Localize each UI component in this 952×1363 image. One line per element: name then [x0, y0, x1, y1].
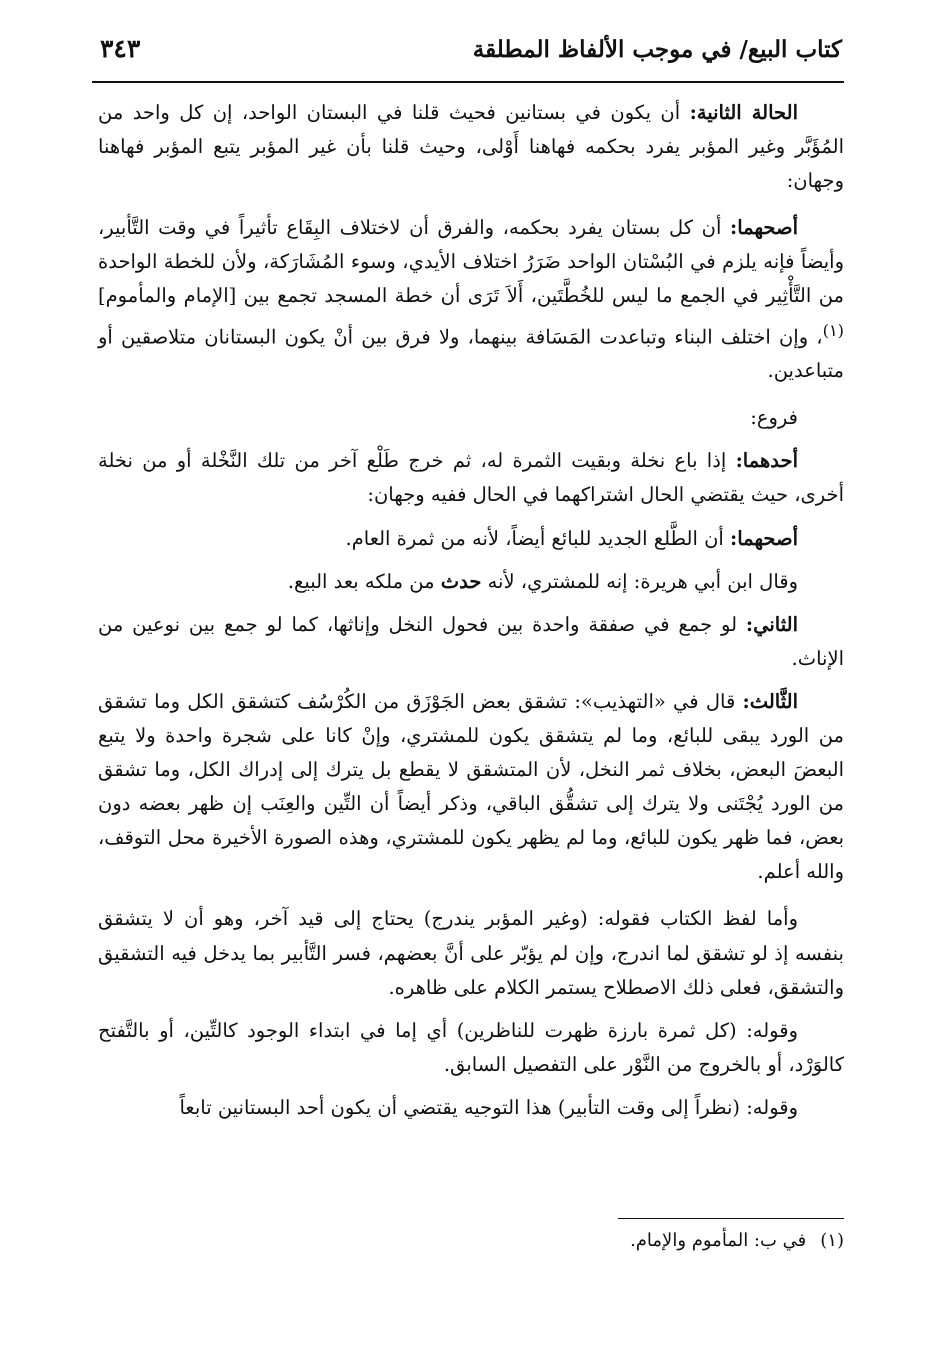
- paragraph-lead: الثَّالث:: [742, 689, 798, 713]
- paragraph-text: أن كل بستان يفرد بحكمه، والفرق أن لاختلاف البِقَاع تأثيراً في وقت التَّأبير، وأيضاً فإنه يلزم في البُسْتان الواحد ضَرَرُ اختلاف الأيدي، وسوء المُشَارَكة، ولأن للخطة الواحدة من التَّأْثِير في الجمع ما ليس للخُطَّتَين، أَلاَ تَرَى أن خطة المسجد تجمع بين [الإمام والمأموم]: [98, 216, 844, 308]
- paragraph: [98, 96, 844, 198]
- paragraph-lead: أصحهما:: [730, 216, 798, 240]
- paragraph: [98, 1014, 844, 1082]
- paragraph: [98, 1091, 844, 1125]
- main-text: [98, 96, 844, 1125]
- paragraph-text: قال في «التهذيب»: تشقق بعض الجَوْزَق من الكُرْسُف كتشقق الكل وما تشقق من الورد يبقى للبائع، وما لم يتشقق يكون للمشتري، وإنْ كانا على شجرة واحدة ولا يتبع البعضَ البعض، بخلاف ثمر النخل، لأن المتشقق لا يقطع بل يترك إلى إدراك الكل، وما تشقق من الورد يُجْتَنى ولا يترك إلى تشقُّق الباقي، وذكر أيضاً أن التِّين والعِنَب إن ظهر بعضه دون بعض، فما ظهر يكون للبائع، وما لم يظهر يكون للمشتري، وهذه الصورة الأخيرة محل التوقف، والله أعلم.: [98, 689, 844, 884]
- running-title: كتاب البيع/ في موجب الألفاظ المطلقة: [472, 36, 842, 63]
- paragraph-text: وقوله: (كل ثمرة بارزة ظهرت للناظرين) أي إما في ابتداء الوجود كالتِّين، أو بالتَّفتح كالوَرْد، أو بالخروج من النَّوْر على التفصيل السابق.: [98, 1018, 844, 1076]
- paragraph-text: إذا باع نخلة وبقيت الثمرة له، ثم خرج طَلْع آخر من تلك النَّخْلة أو من نخلة أخرى، حيث يقتضي الحال اشتراكهما في الحال ففيه وجهان:: [98, 449, 844, 507]
- paragraph: [98, 685, 844, 890]
- footnote-number: (١): [820, 1230, 844, 1251]
- paragraph-text: وأما لفظ الكتاب فقوله: (وغير المؤبر يندرج) يحتاج إلى قيد آخر، وهو أن لا يتشقق بنفسه إذ لو تشقق لما اندرج، وإن لم يؤبّر على أنَّ بعضهم، فسر التَّأبير بما يدخل فيه التشقيق والتشقق، فعلى ذلك الاصطلاح يستمر الكلام على ظاهره.: [98, 907, 844, 999]
- paragraph-text: وقوله: (نظراً إلى وقت التأبير) هذا التوجيه يقتضي أن يكون أحد البستانين تابعاً: [179, 1095, 798, 1119]
- page-header: [92, 30, 842, 78]
- paragraph: [98, 444, 844, 512]
- paragraph-text: أن يكون في بستانين فحيث قلنا في البستان الواحد، إن كل واحد من المُؤَبَّر وغير المؤبر يفرد بحكمه فهاهنا أَوْلى، وحيث قلنا بأن غير المؤبر يتبع المؤبر فهاهنا وجهان:: [98, 101, 844, 193]
- paragraph-lead: أصحهما:: [730, 526, 798, 550]
- paragraph: [98, 608, 844, 676]
- paragraph-text: فروع:: [750, 406, 798, 430]
- paragraph-text: أن الطَّلع الجديد للبائع أيضاً، لأنه من ثمرة العام.: [345, 526, 731, 550]
- paragraph-lead: الحالة الثانية:: [689, 101, 798, 124]
- footnote-text: في ب: المأموم والإمام.: [630, 1230, 807, 1251]
- paragraph: [98, 902, 844, 1004]
- paragraph: [98, 211, 844, 388]
- paragraph-emphasis: حدث: [440, 569, 482, 593]
- header-rule: [92, 81, 844, 83]
- paragraph: [98, 565, 844, 599]
- footnote: [144, 1230, 844, 1251]
- paragraph-text: ، وإن اختلف البناء وتباعدت المَسَافة بينهما، ولا فرق بين أنْ يكون البستانان متلاصقين أو متباعدين.: [98, 325, 844, 383]
- paragraph: [98, 401, 844, 435]
- paragraph: [98, 522, 844, 556]
- paragraph-text: من ملكه بعد البيع.: [287, 569, 441, 593]
- paragraph-lead: الثاني:: [745, 612, 798, 636]
- page-number: ٣٤٣: [100, 34, 141, 63]
- footnote-reference: (١): [822, 320, 844, 340]
- footnote-rule: [618, 1218, 844, 1219]
- paragraph-text: لو جمع في صفقة واحدة بين فحول النخل وإناثها، كما لو جمع بين نوعين من الإناث.: [98, 612, 844, 670]
- paragraph-lead: أحدهما:: [735, 449, 798, 473]
- paragraph-text: وقال ابن أبي هريرة: إنه للمشتري، لأنه: [481, 569, 798, 593]
